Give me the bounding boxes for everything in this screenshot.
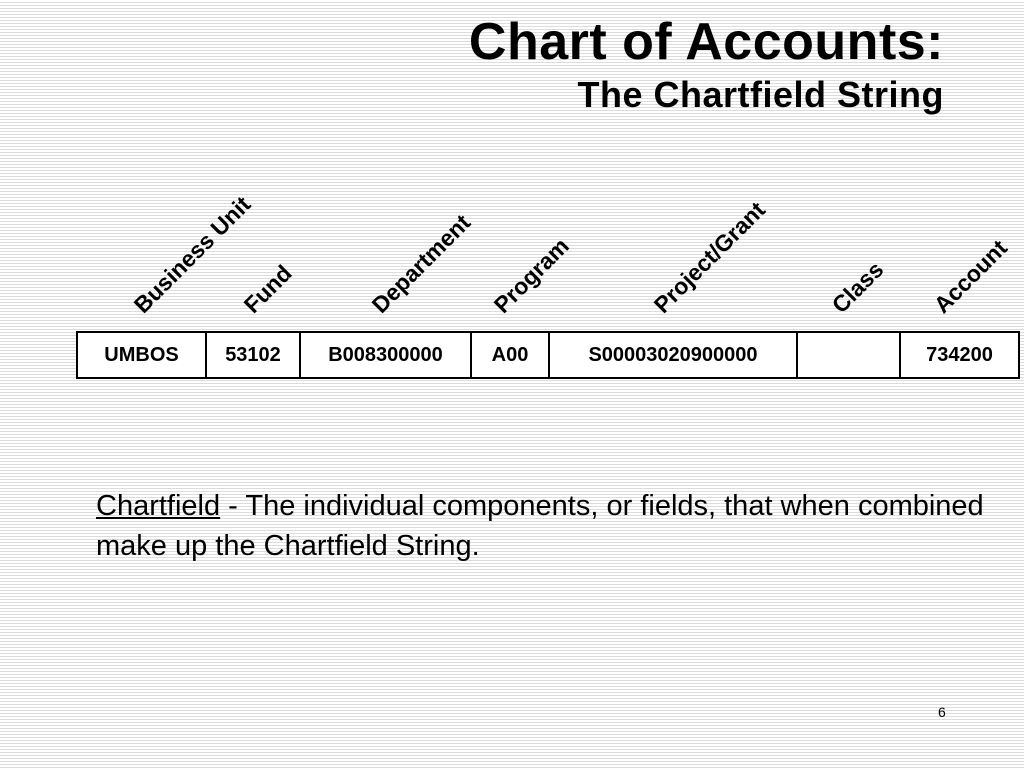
cell-account: 734200 bbox=[900, 332, 1019, 378]
cell-class bbox=[797, 332, 900, 378]
page-number: 6 bbox=[938, 704, 946, 720]
definition-term: Chartfield bbox=[96, 490, 221, 522]
slide-subtitle: The Chartfield String bbox=[577, 74, 944, 115]
chartfield-string-table bbox=[76, 331, 1020, 379]
column-label-program: Program bbox=[488, 232, 574, 318]
definition-text: - The individual components, or fields, that when combined make up the Chartfield String. bbox=[96, 490, 984, 562]
column-label-department: Department bbox=[366, 209, 476, 318]
chartfield-definition bbox=[96, 486, 996, 566]
cell-project-grant: S00003020900000 bbox=[549, 332, 797, 378]
cell-fund: 53102 bbox=[206, 332, 300, 378]
cell-program: A00 bbox=[471, 332, 549, 378]
column-label-class: Class bbox=[826, 256, 889, 318]
slide-title: Chart of Accounts: bbox=[468, 13, 944, 71]
column-label-business-unit: Business Unit bbox=[128, 191, 256, 318]
cell-business-unit: UMBOS bbox=[77, 332, 206, 378]
table-row bbox=[77, 332, 1019, 378]
slide-title-block bbox=[469, 12, 944, 118]
column-label-account: Account bbox=[928, 234, 1013, 318]
cell-department: B008300000 bbox=[300, 332, 471, 378]
column-label-fund: Fund bbox=[238, 259, 297, 318]
column-label-project-grant: Project/Grant bbox=[648, 196, 771, 318]
